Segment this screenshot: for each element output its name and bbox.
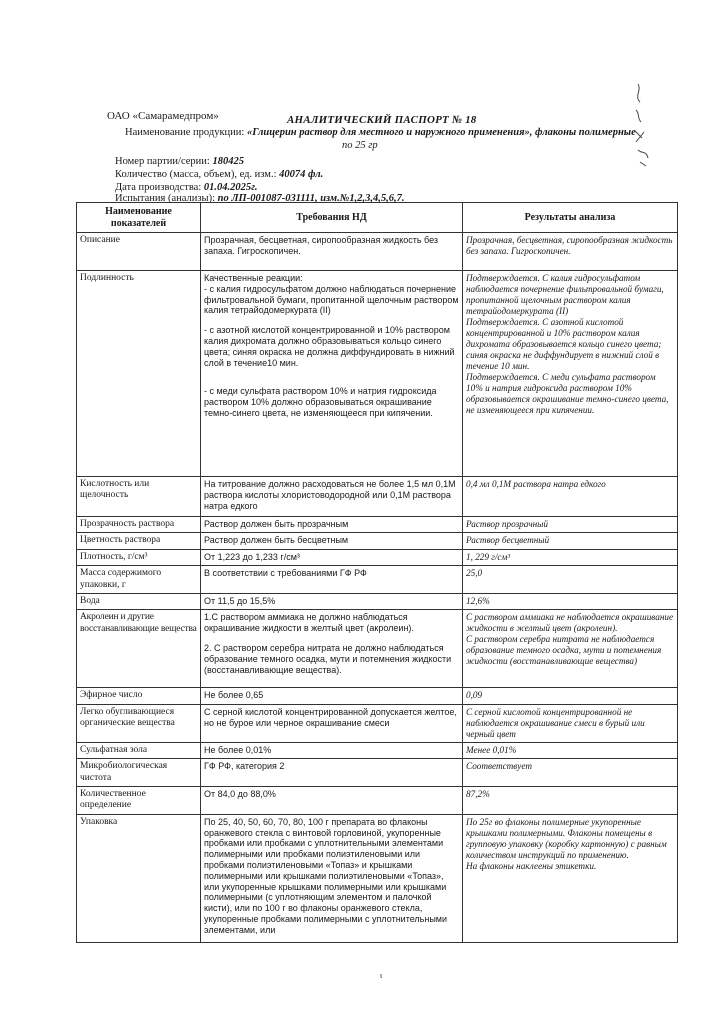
row-result: Раствор бесцветный — [463, 533, 678, 549]
row-result: Раствор прозрачный — [463, 517, 678, 533]
row-result: Менее 0,01% — [463, 742, 678, 758]
table-row — [77, 704, 678, 742]
date-label: Дата производства: — [115, 182, 202, 193]
column-header-requirements: Требования НД — [201, 203, 463, 233]
row-name: Цветность раствора — [77, 533, 201, 549]
product-value: «Глицерин раствор для местного и наружного применения», флаконы полимерные — [246, 127, 636, 138]
row-requirement: Прозрачная, бесцветная, сиропообразная жидкость без запаха. Гигроскопичен. — [201, 233, 463, 271]
table-header-row — [77, 203, 678, 233]
row-requirement — [201, 271, 463, 477]
row-requirement — [201, 610, 463, 688]
requirement-part: - с меди сульфата раствором 10% и натрия гидроксида раствором 10% должно образовываться окрашивание темно-синего цвета, не изменяющееся при кипячении. — [204, 386, 437, 418]
row-name: Описание — [77, 233, 201, 271]
row-result: 87,2% — [463, 787, 678, 815]
row-name: Прозрачность раствора — [77, 517, 201, 533]
row-name: Плотность, г/см³ — [77, 549, 201, 565]
requirement-part: - с калия гидросульфатом должно наблюдаться почернение фильтровальной бумаги, пропитанной щелочным раствором калия тетрайодомеркурата (II) — [204, 283, 459, 316]
product-value-continued: по 25 гр — [342, 140, 378, 151]
tests-value: по ЛП-001087-031111, изм.№1,2,3,4,5,6,7. — [217, 193, 405, 204]
row-name: Упаковка — [77, 814, 201, 942]
row-name: Эфирное число — [77, 688, 201, 704]
quantity-value: 40074 фл. — [279, 169, 324, 180]
organization-name: ОАО «Самарамедпром» — [107, 110, 219, 122]
row-requirement: На титрование должно расходоваться не более 1,5 мл 0,1М раствора кислоты хлористоводородной или 0,1М раствора натра едкого — [201, 477, 463, 517]
row-result: 0,4 мл 0,1М раствора натра едкого — [463, 477, 678, 517]
row-result: 12,6% — [463, 593, 678, 609]
result-part: С раствором серебра нитрата не наблюдается образование темного осадка, мути и потемнения жидкости (восстанавливающие вещества) — [466, 634, 662, 667]
row-result: 25,0 — [463, 566, 678, 594]
row-name: Кислотность или щелочность — [77, 477, 201, 517]
requirement-part: Качественные реакции: — [204, 273, 303, 283]
date-value: 01.04.2025г. — [203, 182, 258, 193]
table-row — [77, 233, 678, 271]
batch-line — [115, 157, 244, 168]
quantity-label: Количество (масса, объем), ед. изм.: — [115, 169, 277, 180]
row-requirement: От 84,0 до 88,0% — [201, 787, 463, 815]
row-name: Акролеин и другие восстанавливающие вещества — [77, 610, 201, 688]
table-row — [77, 787, 678, 815]
table-row — [77, 533, 678, 549]
row-requirement: От 11,5 до 15,5% — [201, 593, 463, 609]
row-result: 0,09 — [463, 688, 678, 704]
batch-value: 180425 — [212, 156, 244, 167]
table-row — [77, 742, 678, 758]
column-header-name: Наименование показателей — [77, 203, 201, 233]
row-result — [463, 814, 678, 942]
product-line — [125, 128, 636, 139]
requirement-part: - с азотной кислотой концентрированной и 10% раствором калия дихромата должно образовываться кольцо синего цвета; синяя окраска не должна диффундировать в нижний слой в течение10 мин. — [204, 325, 455, 368]
table-row — [77, 593, 678, 609]
row-name: Микробиологическая чистота — [77, 759, 201, 787]
row-name: Масса содержимого упаковки, г — [77, 566, 201, 594]
table-row — [77, 688, 678, 704]
row-result: 1, 229 г/см³ — [463, 549, 678, 565]
batch-label: Номер партии/серии: — [115, 156, 210, 167]
result-part: Подтверждается. С меди сульфата раствором 10% и натрия гидроксида раствором 10% образовывается окрашивание темно-синего цвета, не изменяющееся при кипячении. — [466, 372, 669, 416]
row-name: Подлинность — [77, 271, 201, 477]
document-title: АНАЛИТИЧЕСКИЙ ПАСПОРТ № 18 — [287, 114, 477, 126]
row-result — [463, 610, 678, 688]
requirement-part: 2. С раствором серебра нитрата не должно наблюдаться образование темного осадка, мути и потемнения жидкости (восстанавливающие вещества). — [204, 642, 452, 675]
table-row — [77, 517, 678, 533]
row-requirement: Не более 0,01% — [201, 742, 463, 758]
row-result: Прозрачная, бесцветная, сиропообразная жидкость без запаха. Гигроскопичен. — [463, 233, 678, 271]
row-requirement: Не более 0,65 — [201, 688, 463, 704]
row-result — [463, 271, 678, 477]
table-row — [77, 759, 678, 787]
date-line — [115, 183, 258, 194]
row-requirement: ГФ РФ, категория 2 — [201, 759, 463, 787]
quantity-line — [115, 170, 323, 181]
row-requirement: Раствор должен быть бесцветным — [201, 533, 463, 549]
product-label: Наименование продукции: — [125, 127, 245, 138]
table-row — [77, 814, 678, 942]
column-header-results: Результаты анализа — [463, 203, 678, 233]
table-row — [77, 271, 678, 477]
table-row — [77, 477, 678, 517]
result-part: На флаконы наклеены этикетки. — [466, 860, 597, 871]
row-name: Количественное определение — [77, 787, 201, 815]
result-part: Подтверждается. С азотной кислотой концентрированной и 10% раствором калия дихромата образовывается кольцо синего цвета; синяя окраска не диффундирует в нижний слой в течение 10 мин. — [466, 317, 662, 372]
result-part: С раствором аммиака не наблюдается окрашивание жидкости в желтый цвет (акролеин). — [466, 612, 674, 634]
tests-label: Испытания (анализы): — [115, 193, 215, 204]
row-requirement: От 1,223 до 1,233 г/см³ — [201, 549, 463, 565]
row-name: Легко обугливающиеся органические вещества — [77, 704, 201, 742]
table-row — [77, 549, 678, 565]
row-result: С серной кислотой концентрированной не наблюдается окрашивание смеси в бурый или черный цвет — [463, 704, 678, 742]
requirement-part: 1.С раствором аммиака не должно наблюдаться окрашивание жидкости в желтый цвет (акролеин). — [204, 612, 414, 634]
table-row — [77, 610, 678, 688]
signature-scribble-icon — [628, 80, 656, 170]
row-requirement: По 25, 40, 50, 60, 70, 80, 100 г препарата во флаконы оранжевого стекла с винтовой горловиной, укупоренные пробками или пробками с уплотнительными элементами полимерными или пробками полиэтиленовыми или пробками полиэтиленовыми «Топаз» и крышками полимерными или крышками полиэтиленовыми «Топаз», или укупоренные крышками полимерными или крышками полимерными (с уплотняющим элементом и палочкой кисти), или по 100 г во флаконы оранжевого стекла, укупоренные пробками полимерными с уплотнительными элементами, или — [201, 814, 463, 942]
row-name: Сульфатная зола — [77, 742, 201, 758]
row-requirement: С серной кислотой концентрированной допускается желтое, но не бурое или черное окрашивание смеси — [201, 704, 463, 742]
result-part: По 25г во флаконы полимерные укупоренные крышками полимерными. Флаконы помещены в групповую упаковку (коробку картонную) с равным количеством инструкций по применению. — [466, 816, 667, 860]
row-requirement: Раствор должен быть прозрачным — [201, 517, 463, 533]
analysis-table — [76, 202, 678, 943]
result-part: Подтверждается. С калия гидросульфатом наблюдается почернение фильтровальной бумаги, пропитанной щелочным раствором калия тетрайодомеркурата (II) — [466, 273, 664, 317]
page-mark: ι — [380, 971, 383, 980]
row-requirement: В соответствии с требованиями ГФ РФ — [201, 566, 463, 594]
row-name: Вода — [77, 593, 201, 609]
row-result: Соответствует — [463, 759, 678, 787]
table-row — [77, 566, 678, 594]
